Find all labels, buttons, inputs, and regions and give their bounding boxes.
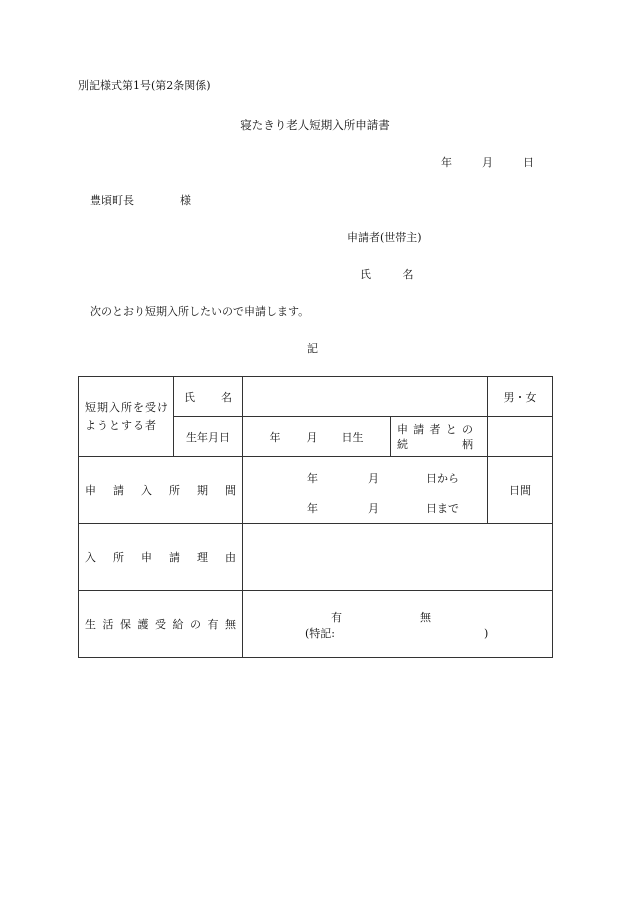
- subject-label-line2: ようとする者: [85, 418, 157, 432]
- period-to: [307, 500, 459, 516]
- date-month-label: 月: [482, 156, 493, 169]
- period-from-day: 日から: [426, 472, 459, 485]
- applicant-name-label: 氏 名: [360, 268, 428, 281]
- period-to-month: 月: [368, 502, 379, 515]
- welfare-field[interactable]: [243, 591, 553, 658]
- period-to-day: 日まで: [426, 502, 459, 515]
- date-year-label: 年: [441, 156, 452, 169]
- birth-field[interactable]: [243, 417, 391, 457]
- gender-choice[interactable]: 男・女: [488, 377, 553, 417]
- birth-year-label: 年: [269, 430, 281, 444]
- birth-label: 生年月日: [174, 417, 243, 457]
- relation-label-line2: 続 柄: [397, 437, 473, 451]
- period-days-label: 日間: [488, 457, 553, 524]
- table-row: [79, 524, 553, 591]
- period-from-year: 年: [307, 472, 318, 485]
- date-day-label: 日: [523, 156, 534, 169]
- addressee-name: 豊頃町長: [90, 194, 134, 207]
- addressee: [90, 195, 191, 206]
- relation-label: [391, 417, 488, 457]
- period-field[interactable]: [243, 457, 488, 524]
- welfare-note-close: ): [484, 627, 489, 640]
- application-table: [78, 376, 553, 658]
- subject-label-line1: 短期入所を受け: [85, 400, 169, 414]
- welfare-yes-option[interactable]: 有: [331, 611, 342, 624]
- period-to-year: 年: [307, 502, 318, 515]
- relation-label-line1: 申請者との: [397, 422, 473, 436]
- name-label: 氏 名: [174, 377, 243, 417]
- ki-label: 記: [307, 342, 318, 355]
- birth-day-label: 日生: [341, 430, 364, 444]
- welfare-note-open: (特記:: [305, 627, 335, 640]
- table-row: [79, 591, 553, 658]
- reason-field[interactable]: [243, 524, 553, 591]
- name-field[interactable]: [243, 377, 488, 417]
- intro-text: 次のとおり短期入所したいので申請します。: [90, 305, 310, 318]
- addressee-honorific: 様: [180, 194, 191, 207]
- welfare-label: 生活保護受給の有無: [79, 591, 243, 658]
- date-line: [441, 157, 534, 168]
- table-row: [79, 457, 553, 524]
- applicant-label: 申請者(世帯主): [347, 231, 422, 244]
- relation-field[interactable]: [488, 417, 553, 457]
- reason-label: 入所申請理由: [79, 524, 243, 591]
- table-row: [79, 377, 553, 417]
- period-from: [307, 470, 459, 486]
- period-from-month: 月: [368, 472, 379, 485]
- subject-label: [79, 377, 174, 457]
- form-id: 別記様式第1号(第2条関係): [78, 79, 211, 92]
- welfare-no-option[interactable]: 無: [420, 611, 431, 624]
- birth-month-label: 月: [306, 430, 318, 444]
- period-label: 申請入所期間: [79, 457, 243, 524]
- document-title: 寝たきり老人短期入所申請書: [240, 118, 390, 132]
